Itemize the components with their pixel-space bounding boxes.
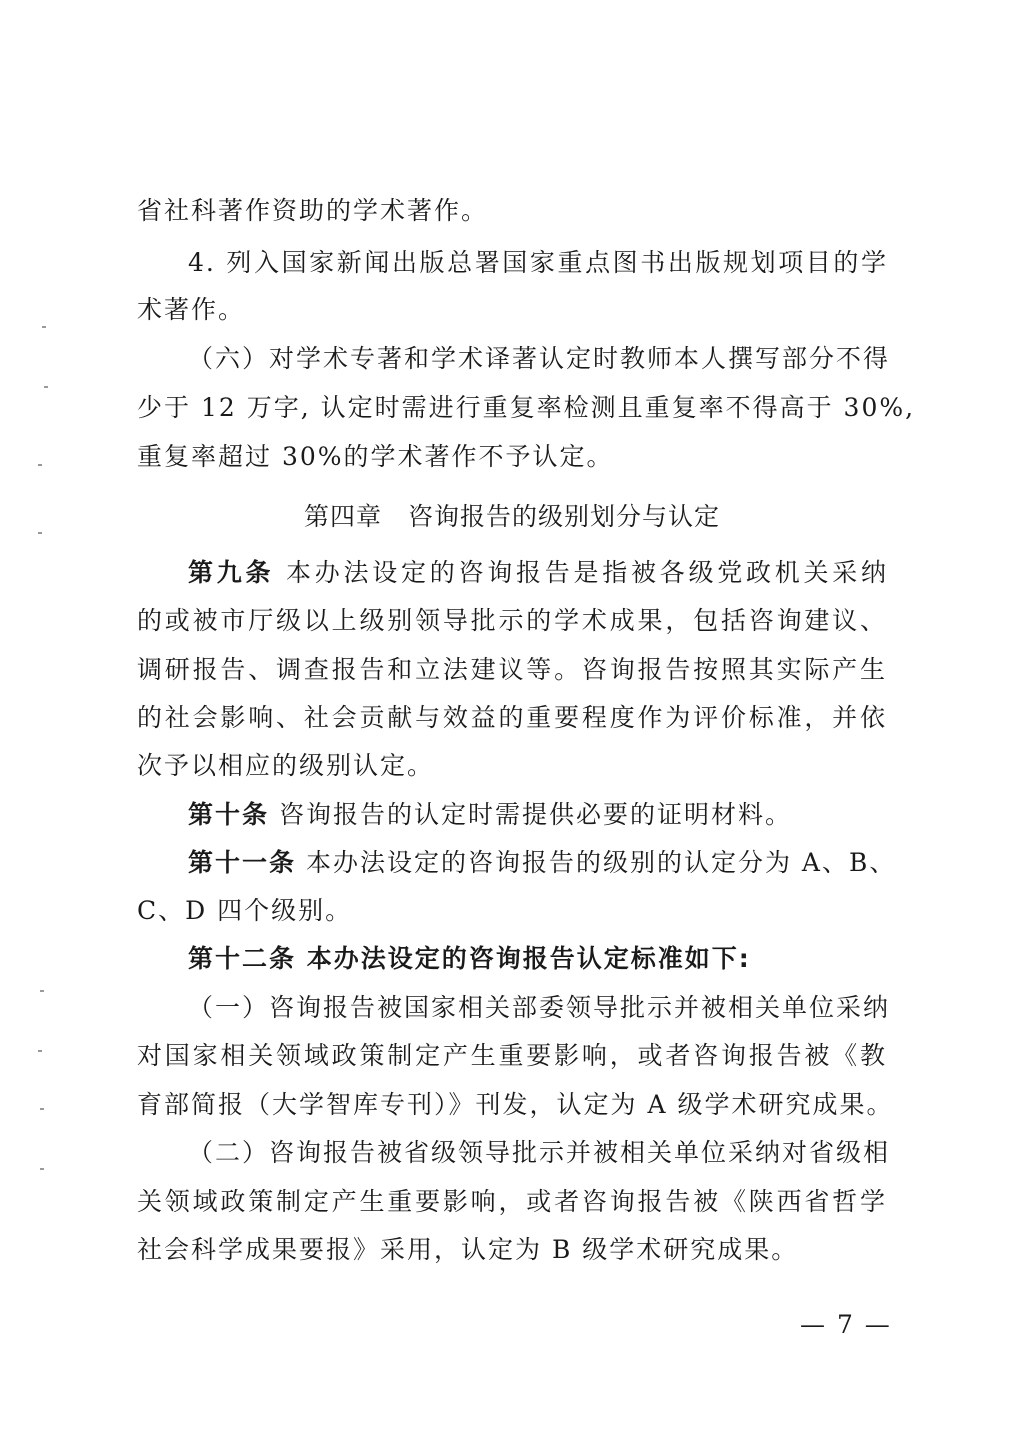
article-label: 第十条 (188, 800, 270, 829)
article-12-heading: 第十二条 本办法设定的咨询报告认定标准如下: (188, 944, 751, 973)
scan-speck (42, 326, 46, 328)
paragraph-line: C、D 四个级别。 (137, 896, 353, 925)
article-text: 本办法设定的咨询报告的级别的认定分为 A、B、 (305, 848, 897, 877)
article-10-line (188, 802, 888, 827)
paragraph-line: 4. 列入国家新闻出版总署国家重点图书出版规划项目的学 (188, 248, 888, 277)
scan-speck (40, 1108, 44, 1110)
paragraph-line: 省社科著作资助的学术著作。 (137, 196, 489, 225)
article-label: 第十一条 (188, 848, 297, 877)
paragraph-line: 调研报告、调查报告和立法建议等。咨询报告按照其实际产生 (137, 655, 887, 684)
paragraph-line: 重复率超过 30%的学术著作不予认定。 (137, 442, 614, 471)
paragraph-line: 关领域政策制定产生重要影响，或者咨询报告被《陕西省哲学 (137, 1187, 887, 1216)
article-text: 咨询报告的认定时需提供必要的证明材料。 (278, 800, 792, 829)
paragraph-line: 的或被市厅级以上级别领导批示的学术成果，包括咨询建议、 (137, 606, 887, 635)
paragraph-line: 次予以相应的级别认定。 (137, 751, 435, 780)
page-number: — 7 — (800, 1310, 892, 1339)
scan-speck (38, 1050, 42, 1052)
scan-speck (38, 464, 42, 466)
scan-speck (40, 990, 44, 992)
article-label: 第九条 (188, 558, 275, 587)
paragraph-line: 社会科学成果要报》采用，认定为 B 级学术研究成果。 (137, 1235, 799, 1264)
paragraph-line: 术著作。 (137, 295, 246, 324)
paragraph-line: （六）对学术专著和学术译著认定时教师本人撰写部分不得 (188, 344, 891, 373)
paragraph-line: （一）咨询报告被国家相关部委领导批示并被相关单位采纳 (188, 993, 891, 1022)
article-9-line (188, 560, 888, 585)
paragraph-line: 少于 12 万字, 认定时需进行重复率检测且重复率不得高于 30%, (137, 393, 916, 422)
paragraph-line: 对国家相关领域政策制定产生重要影响，或者咨询报告被《教 (137, 1041, 887, 1070)
scan-speck (38, 532, 42, 534)
scan-speck (44, 386, 48, 388)
chapter-heading: 第四章 咨询报告的级别划分与认定 (303, 502, 720, 531)
paragraph-line: 的社会影响、社会贡献与效益的重要程度作为评价标准，并依 (137, 703, 887, 732)
paragraph-line: 育部简报（大学智库专刊）》刊发，认定为 A 级学术研究成果。 (137, 1090, 894, 1119)
scan-speck (40, 1168, 44, 1170)
article-text: 本办法设定的咨询报告是指被各级党政机关采纳 (285, 558, 888, 587)
paragraph-line: （二）咨询报告被省级领导批示并被相关单位采纳对省级相 (188, 1138, 891, 1167)
article-11-line (188, 848, 897, 877)
